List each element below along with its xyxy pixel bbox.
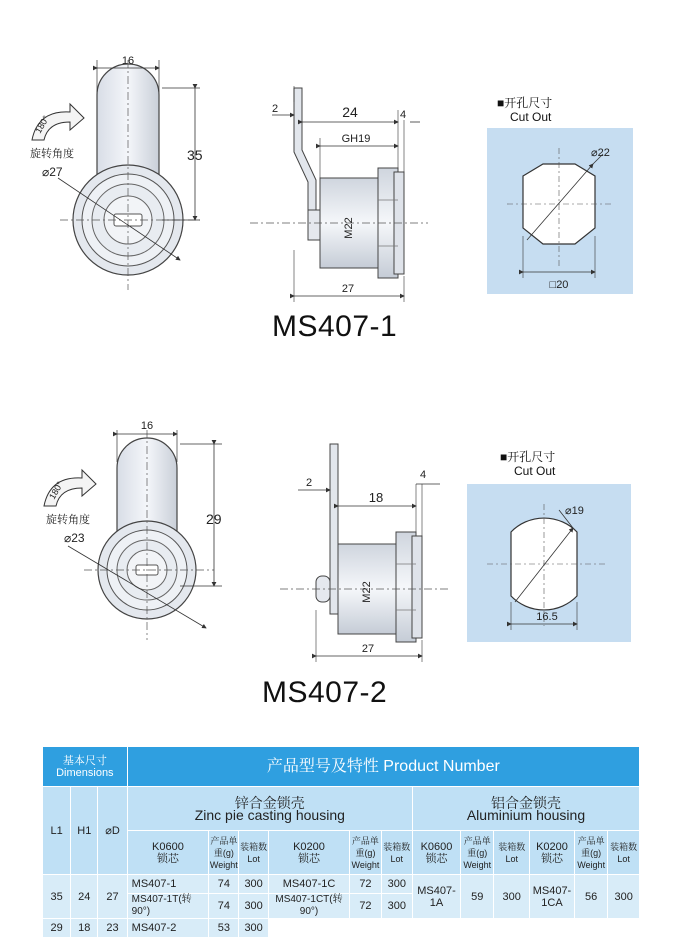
side-dim-24: 24 — [342, 104, 358, 120]
table-row — [43, 875, 640, 894]
weight-b-cn: 产品单重(g) — [351, 835, 379, 858]
side-dim-27b: 27 — [361, 643, 375, 655]
weight-a — [209, 831, 239, 875]
cell-zinc-b: MS407-1CT(转90°) — [268, 894, 350, 919]
col-d: ⌀D — [98, 787, 127, 875]
side-dim-4b: 4 — [420, 469, 427, 481]
core-k0600-c-code: K0600 — [420, 840, 453, 853]
lot-b-en: Lot — [390, 853, 404, 864]
side-dim-27: 27 — [341, 283, 355, 295]
weight-a-en: Weight — [209, 859, 238, 870]
weight-d-en: Weight — [577, 859, 606, 870]
lot-c — [494, 831, 530, 875]
cutout-1 — [487, 128, 633, 294]
weight-c-cn: 产品单重(g) — [463, 835, 491, 858]
cell-d: 27 — [98, 875, 127, 919]
side-dim-4: 4 — [400, 109, 407, 121]
alu-header — [412, 787, 639, 831]
cell-alu-lot-b: 300 — [608, 875, 640, 919]
dim-diameter-2: ⌀23 — [64, 531, 85, 545]
cell-alu-b: MS407-1CA — [530, 875, 575, 919]
front-view-1 — [0, 0, 240, 300]
rotation-angle-2: 180° — [47, 479, 66, 501]
core-k0200-d-label: 锁芯 — [540, 852, 563, 865]
cell-zinc-a: MS407-1 — [127, 875, 209, 894]
core-k0200-d — [530, 831, 575, 875]
product-table — [42, 746, 640, 938]
lot-d-cn: 装箱数 — [610, 841, 638, 852]
cutout-title-en-1: Cut Out — [510, 110, 552, 124]
side-dim-gh: GH19 — [341, 133, 371, 145]
rotation-angle: 180° — [33, 113, 52, 135]
weight-b-en: Weight — [351, 859, 380, 870]
side-view-2 — [280, 440, 450, 670]
lot-d — [608, 831, 640, 875]
dimensions-en: Dimensions — [56, 766, 114, 779]
cell-alu-weight-a: 59 — [461, 875, 494, 919]
core-k0600-a-label: 锁芯 — [156, 852, 179, 865]
cell-weight-a: 74 — [209, 875, 239, 894]
cell-zinc-a: MS407-2 — [127, 919, 209, 938]
core-k0200-d-code: K0200 — [536, 840, 568, 853]
cutout-flat-2: 16.5 — [536, 611, 558, 623]
cutout-title-cn-1: ■开孔尺寸 — [497, 96, 553, 110]
zinc-cn: 锌合金锁壳 — [234, 794, 305, 811]
dim-height-2: 29 — [206, 511, 222, 527]
model-name-2: MS407-2 — [262, 676, 388, 709]
col-h1: H1 — [71, 787, 98, 875]
side-dim-thread: M22 — [343, 217, 355, 239]
cutout-title-cn-2: ■开孔尺寸 — [500, 450, 556, 464]
side-dim-thread-2: M22 — [361, 581, 373, 603]
cell-l1: 35 — [43, 875, 71, 919]
side-view-1 — [250, 80, 430, 310]
core-k0200-b — [268, 831, 350, 875]
cutout-title-en-2: Cut Out — [514, 464, 556, 478]
lot-c-cn: 装箱数 — [498, 841, 526, 852]
cell-weight-b: 72 — [350, 894, 381, 919]
dimensions-cn: 基本尺寸 — [62, 754, 107, 767]
cell-zinc-b: MS407-1C — [268, 875, 350, 894]
dim-width-2: 16 — [140, 420, 154, 432]
dimensions-header — [43, 747, 128, 787]
cell-weight-b: 72 — [350, 875, 381, 894]
empty-cell — [268, 919, 639, 938]
dim-width: 16 — [121, 55, 135, 67]
weight-c-en: Weight — [463, 859, 492, 870]
lot-b — [381, 831, 412, 875]
alu-en: Aluminium housing — [466, 806, 586, 823]
lot-a-cn: 装箱数 — [240, 841, 268, 852]
cell-weight-a: 53 — [209, 919, 239, 938]
weight-a-cn: 产品单重(g) — [210, 835, 238, 858]
dim-diameter: ⌀27 — [42, 165, 63, 179]
weight-b — [350, 831, 381, 875]
cell-alu-a: MS407-1A — [412, 875, 460, 919]
lot-c-en: Lot — [505, 853, 518, 864]
cell-h1: 24 — [71, 875, 98, 919]
core-k0600-a — [127, 831, 209, 875]
cutout-diameter-2: ⌀19 — [565, 505, 584, 517]
weight-d-cn: 产品单重(g) — [577, 835, 605, 858]
cell-lot-a: 300 — [239, 894, 268, 919]
cell-lot-a: 300 — [239, 919, 268, 938]
core-k0200-b-label: 锁芯 — [298, 852, 320, 865]
cutout-square-1: □20 — [549, 279, 569, 291]
cell-alu-lot-a: 300 — [494, 875, 530, 919]
col-l1: L1 — [43, 787, 71, 875]
alu-cn: 铝合金锁壳 — [490, 794, 561, 811]
dim-height: 35 — [187, 147, 203, 163]
zinc-en: Zinc pie casting housing — [194, 806, 345, 823]
core-k0600-c-label: 锁芯 — [425, 852, 448, 865]
lot-b-cn: 装箱数 — [383, 841, 411, 852]
cell-h1: 18 — [71, 919, 98, 938]
cutout-2 — [467, 484, 631, 642]
cutout-diameter-1: ⌀22 — [591, 147, 610, 159]
lot-a — [239, 831, 268, 875]
cell-alu-weight-b: 56 — [574, 875, 607, 919]
lot-d-en: Lot — [617, 853, 630, 864]
product-number-header: 产品型号及特性 Product Number — [127, 747, 639, 787]
core-k0600-a-code: K0600 — [152, 840, 184, 853]
side-dim-2b: 2 — [306, 477, 313, 489]
cell-l1: 29 — [43, 919, 71, 938]
core-k0600-c — [412, 831, 460, 875]
cell-zinc-a: MS407-1T(转90°) — [127, 894, 209, 919]
side-dim-18: 18 — [368, 490, 384, 505]
cell-lot-b: 300 — [381, 894, 412, 919]
zinc-header — [127, 787, 412, 831]
cell-d: 23 — [98, 919, 127, 938]
cell-lot-a: 300 — [239, 875, 268, 894]
table-row — [43, 919, 640, 938]
core-k0200-b-code: K0200 — [293, 840, 325, 853]
lot-a-en: Lot — [247, 853, 260, 864]
model-name-1: MS407-1 — [272, 310, 398, 343]
rotation-label-2: 旋转角度 — [46, 514, 90, 526]
weight-d — [574, 831, 607, 875]
weight-c — [461, 831, 494, 875]
front-view-2 — [0, 400, 240, 660]
cell-lot-b: 300 — [381, 875, 412, 894]
rotation-label: 旋转角度 — [30, 148, 74, 160]
side-dim-2: 2 — [272, 103, 279, 115]
cell-weight-a: 74 — [209, 894, 239, 919]
